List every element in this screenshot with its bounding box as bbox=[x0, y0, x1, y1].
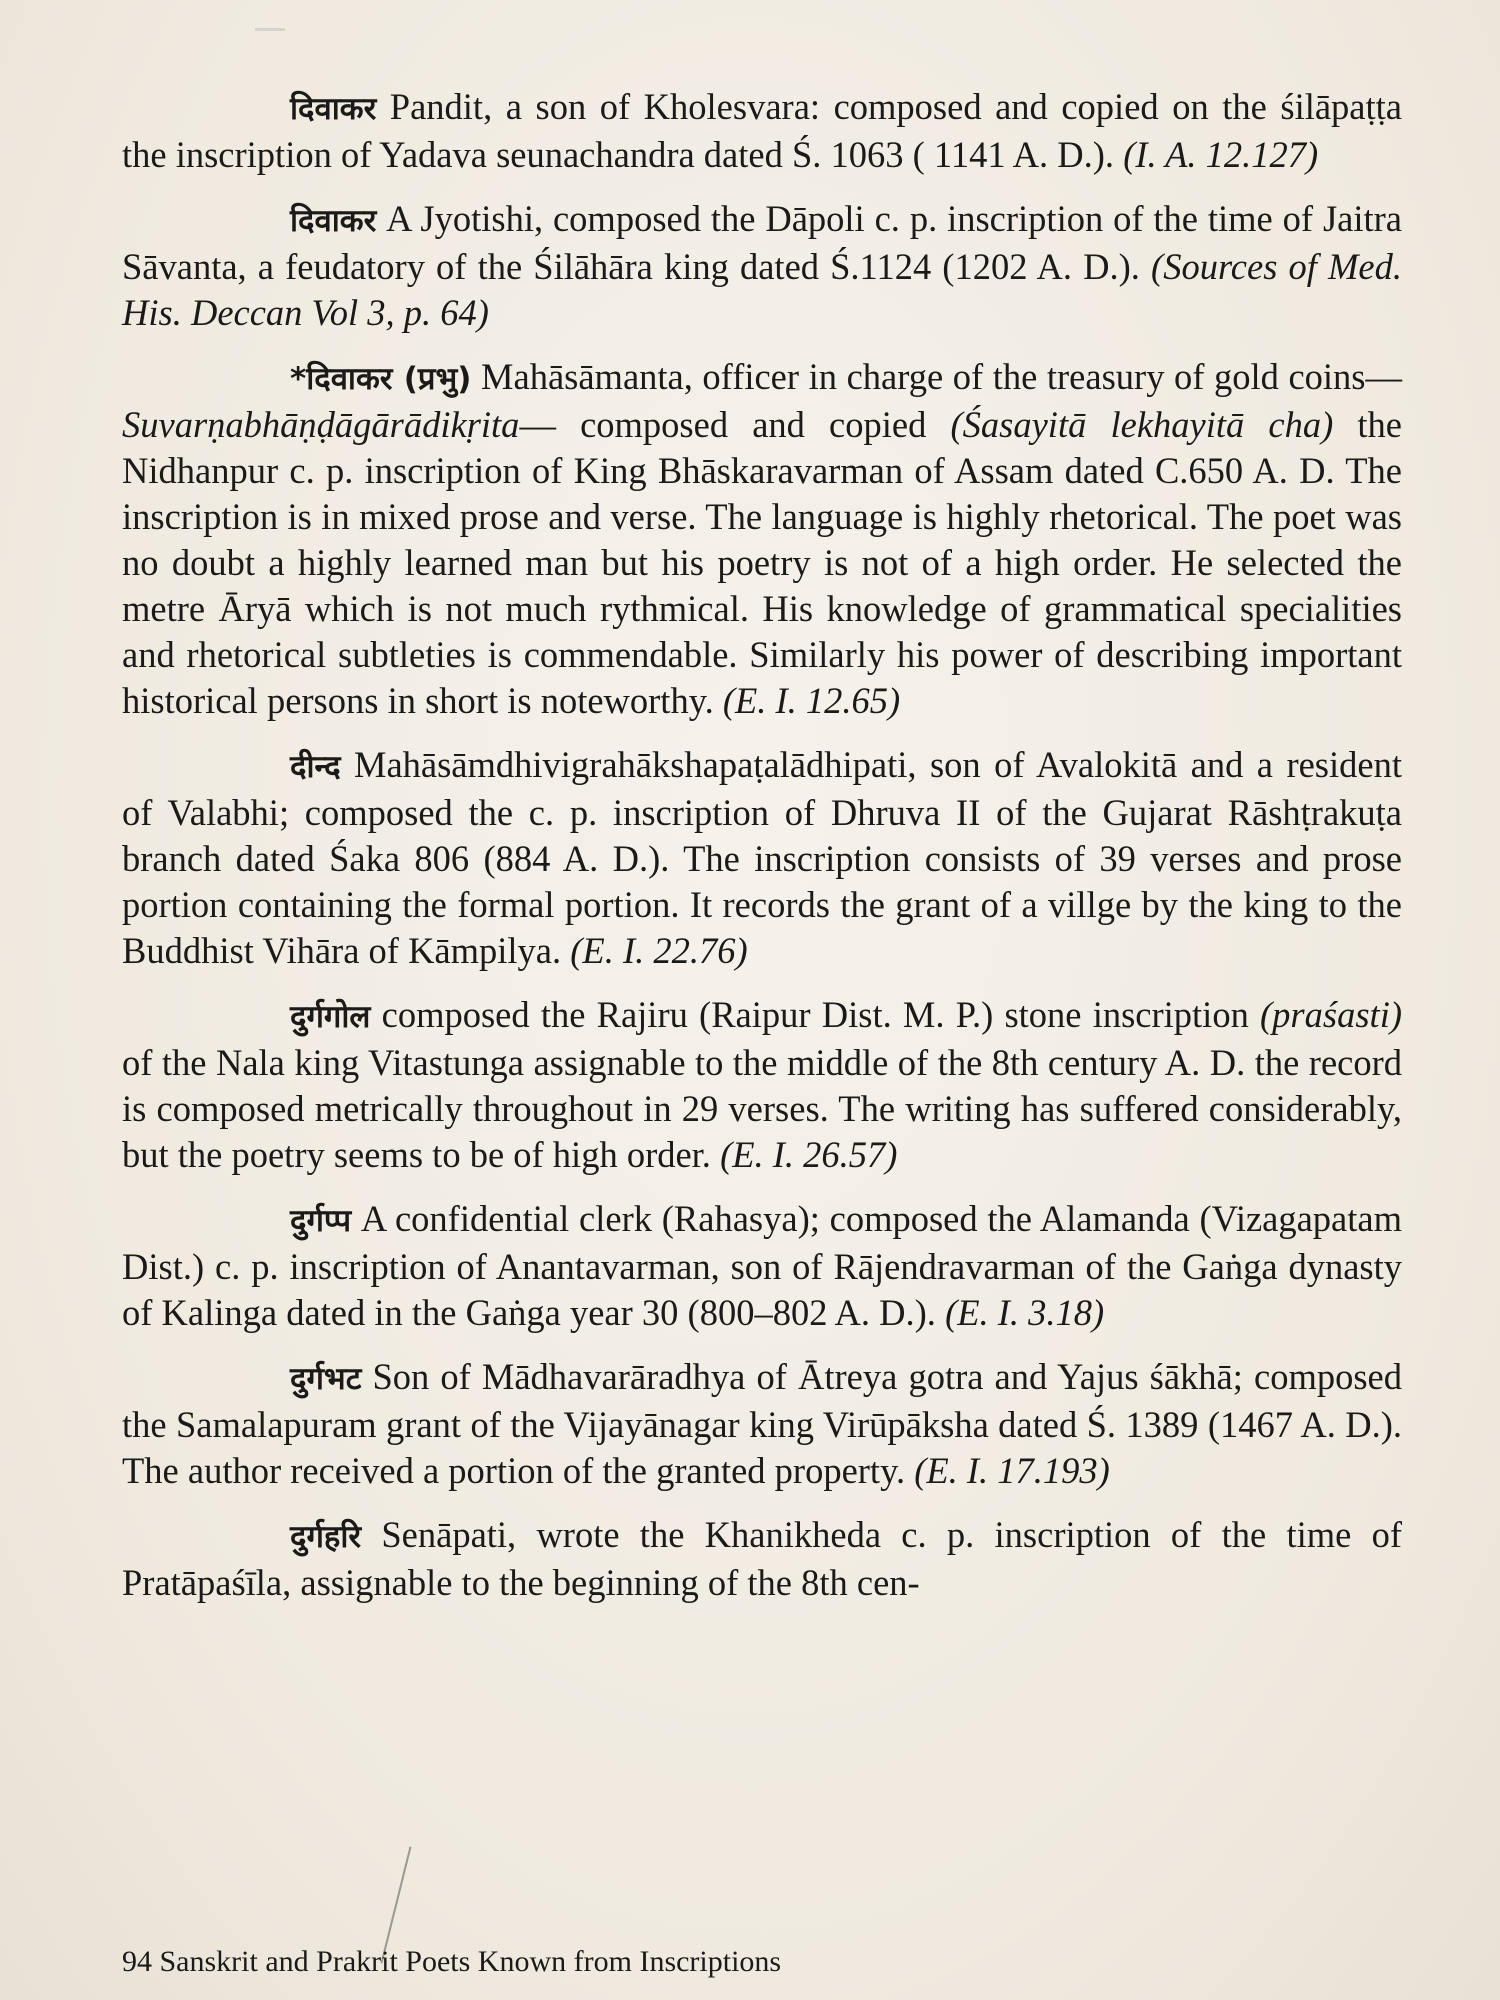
entry-text: — composed and copied bbox=[519, 404, 951, 445]
entry-reference: (E. I. 12.65) bbox=[722, 680, 901, 721]
entry-headword: दिवाकर bbox=[290, 203, 377, 239]
entry-text: A confidential clerk (Rahasya); composed the Alamanda (Vizagapatam Dist.) c. p. inscription of Anantavarman, son of Rājendravarman of the Gaṅga dynasty of Kalinga dated in the Gaṅga year 30 (800–802 A. D.). bbox=[122, 1198, 1402, 1333]
entry-headword: *दिवाकर (प्रभु) bbox=[290, 361, 472, 397]
entry-durgahari bbox=[122, 1512, 1402, 1606]
entry-text: of the Nala king Vitastunga assignable to the middle of the 8th century A. D. the record is composed metrically throughout in 29 verses. The writing has suffered considerably, but the poetry seems to be of high order. bbox=[122, 1042, 1402, 1175]
entry-reference: (E. I. 17.193) bbox=[914, 1450, 1110, 1491]
entry-durgagola bbox=[122, 992, 1402, 1178]
page-body bbox=[122, 84, 1402, 1624]
entry-headword: दीन्द bbox=[290, 749, 341, 785]
entry-divakara-jyotishi bbox=[122, 196, 1402, 336]
print-speck bbox=[255, 28, 285, 31]
entry-italic-term: Suvarṇabhāṇḍāgārādikṛita bbox=[122, 404, 520, 445]
entry-headword: दिवाकर bbox=[290, 91, 377, 127]
entry-italic-term: (praśasti) bbox=[1260, 994, 1402, 1035]
entry-italic-term: (Śasayitā lekhayitā cha) bbox=[950, 404, 1334, 445]
entry-text: Mahāsāmanta, officer in charge of the treasury of gold coins— bbox=[471, 356, 1403, 397]
entry-reference: (E. I. 22.76) bbox=[570, 930, 748, 971]
entry-text: the Nidhanpur c. p. inscription of King Bhāskaravarman of Assam dated C.650 A. D. The inscription is in mixed prose and verse. The language is highly rhetorical. The poet was no doubt a highly learned man but his poetry is not of a high order. He selected the metre Āryā which is not much rythmical. His knowledge of grammatical specialities and rhetorical subtleties is commendable. Similarly his power of describing important historical persons in short is noteworthy. bbox=[122, 404, 1402, 721]
entry-dinda bbox=[122, 742, 1402, 974]
entry-divakara-pandit bbox=[122, 84, 1402, 178]
entry-headword: दुर्गहरि bbox=[290, 1519, 362, 1555]
entry-text: Son of Mādhavarāradhya of Ātreya gotra and Yajus śākhā; composed the Samalapuram grant of the Vijayānagar king Virūpāksha dated Ś. 1389 (1467 A. D.). The author received a portion of the granted property. bbox=[122, 1356, 1402, 1491]
entry-text: Pandit, a son of Kholesvara: composed and copied on the śilāpaṭṭa the inscription of Yadava seunachandra dated Ś. 1063 ( 1141 A. D.). bbox=[122, 86, 1402, 175]
entry-reference: (Sources of Med. His. Deccan Vol 3, p. 64) bbox=[122, 246, 1403, 333]
entry-reference: (E. I. 3.18) bbox=[945, 1292, 1105, 1333]
entry-durgappa bbox=[122, 1196, 1402, 1336]
entry-divakara-prabhu bbox=[122, 354, 1402, 724]
page-footer: 94 Sanskrit and Prakrit Poets Known from Inscriptions bbox=[122, 1945, 782, 1978]
entry-headword: दुर्गगोल bbox=[290, 999, 371, 1035]
entry-text: Mahāsāmdhivigrahākshapaṭalādhipati, son of Avalokitā and a resident of Valabhi; composed the c. p. inscription of Dhruva II of the Gujarat Rāshṭrakuṭa branch dated Śaka 806 (884 A. D.). The inscription consists of 39 verses and prose portion containing the formal portion. It records the grant of a villge by the king to the Buddhist Vihāra of Kāmpilya. bbox=[122, 744, 1402, 971]
entry-headword: दुर्गभट bbox=[290, 1361, 362, 1397]
entry-reference: (E. I. 26.57) bbox=[720, 1134, 898, 1175]
entry-text: A Jyotishi, composed the Dāpoli c. p. inscription of the time of Jaitra Sāvanta, a feudatory of the Śilāhāra king dated Ś.1124 (1202 A. D.). bbox=[122, 198, 1402, 287]
entry-text: composed the Rajiru (Raipur Dist. M. P.) stone inscription bbox=[370, 994, 1261, 1035]
entry-reference: (I. A. 12.127) bbox=[1123, 134, 1319, 175]
entry-durgabhata bbox=[122, 1354, 1402, 1494]
entry-text: Senāpati, wrote the Khanikheda c. p. inscription of the time of Pratāpaśīla, assignable to the beginning of the 8th cen- bbox=[122, 1514, 1402, 1603]
entry-headword: दुर्गप्प bbox=[290, 1203, 352, 1239]
